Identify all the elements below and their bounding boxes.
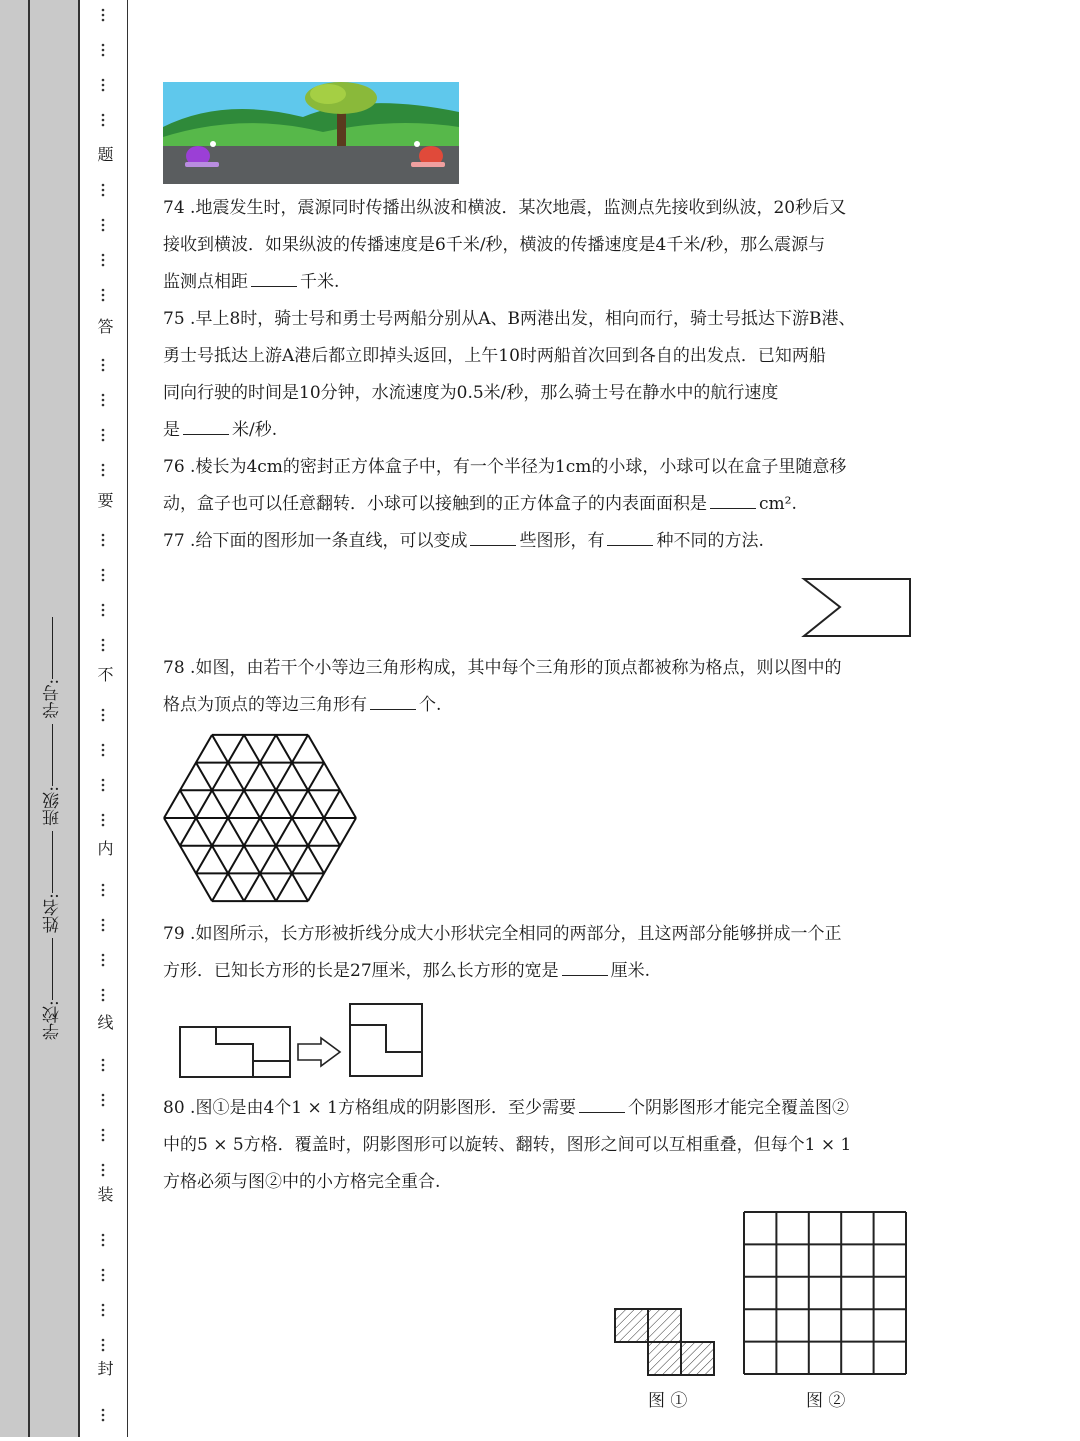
seal-char: 要 [95, 492, 114, 508]
answer-blank[interactable] [370, 693, 416, 710]
answer-blank[interactable] [251, 270, 297, 287]
question-75: 75 .早上8时，骑士号和勇士号两船分别从A、B两港出发，相向而行，骑士号抵达下游B港、 勇士号抵达上游A港后都立即掉头返回，上午10时两船首次回到各自的出发点．已知两船 同向行驶的时间是10分钟，水流速度为0.5米/秒，那么骑士号在静水中的航行速度 是 米/秒. [163, 309, 856, 440]
answer-blank[interactable] [579, 1096, 625, 1113]
seal-char: 题 [95, 146, 114, 162]
answer-blank[interactable] [470, 529, 516, 546]
rectangle-to-square-figure [176, 1000, 428, 1082]
grid-line [196, 735, 276, 874]
grid-line [244, 763, 324, 902]
figure-2-label: 图 ② [806, 1391, 846, 1411]
arrow-icon [298, 1038, 340, 1066]
grid-line [244, 735, 324, 874]
question-74: 74 .地震发生时，震源同时传播出纵波和横波．某次地震，监测点先接收到纵波，20秒后又 接收到横波．如果纵波的传播速度是6千米/秒，横波的传播速度是4千米/秒，那么震源与 监测点相距 千米. [163, 198, 847, 292]
question-78: 78 .如图，由若干个小等边三角形构成，其中每个三角形的顶点都被称为格点，则以图中的 格点为顶点的等边三角形有 个. [163, 658, 842, 715]
seal-char: 答 [95, 318, 114, 334]
shaded-tetromino-figure [612, 1306, 718, 1378]
student-id-label: 学号: [43, 678, 63, 719]
seal-char: 封 [95, 1360, 114, 1376]
seal-char: 装 [95, 1186, 114, 1202]
school-label: 学校: [43, 1000, 63, 1040]
gutter-divider [28, 0, 30, 1437]
answer-blank[interactable] [183, 418, 229, 435]
five-by-five-grid-figure [740, 1208, 910, 1376]
question-76: 76 .棱长为4cm的密封正方体盒子中，有一个半径为1cm的小球，小球可以在盒子里随意移 动，盒子也可以任意翻转．小球可以接触到的正方体盒子的内表面面积是 cm². [163, 457, 847, 514]
question-77: 77 .给下面的图形加一条直线，可以变成 些图形，有 种不同的方法. [163, 531, 764, 551]
grid-line [196, 763, 276, 902]
answer-blank[interactable] [710, 492, 756, 509]
answer-blank[interactable] [607, 529, 653, 546]
figure-1-label: 图 ① [648, 1391, 688, 1411]
triangle-hexagon-figure [160, 733, 360, 903]
notched-flag-figure [800, 576, 915, 640]
snail-race-illustration [163, 82, 459, 184]
seal-dots [82, 0, 128, 1437]
question-80: 80 .图①是由4个1 × 1方格组成的阴影图形．至少需要 个阴影图形才能完全覆盖图② 中的5 × 5方格．覆盖时，阴影图形可以旋转、翻转，图形之间可以互相重叠，但每个1 × 1 方格必须与图②中的小方格完全重合. [163, 1098, 852, 1192]
name-label: 姓名: [43, 893, 63, 933]
class-label: 班级: [43, 785, 63, 826]
seal-line-column [82, 0, 128, 1437]
answer-blank[interactable] [562, 959, 608, 976]
seal-char: 不 [95, 666, 114, 682]
question-79: 79 .如图所示，长方形被折线分成大小形状完全相同的两部分，且这两部分能够拼成一个正 方形．已知长方形的长是27厘米，那么长方形的宽是 厘米. [163, 924, 842, 981]
seal-char: 内 [95, 840, 114, 856]
student-info-fields [40, 490, 65, 1040]
seal-char: 线 [95, 1014, 114, 1030]
